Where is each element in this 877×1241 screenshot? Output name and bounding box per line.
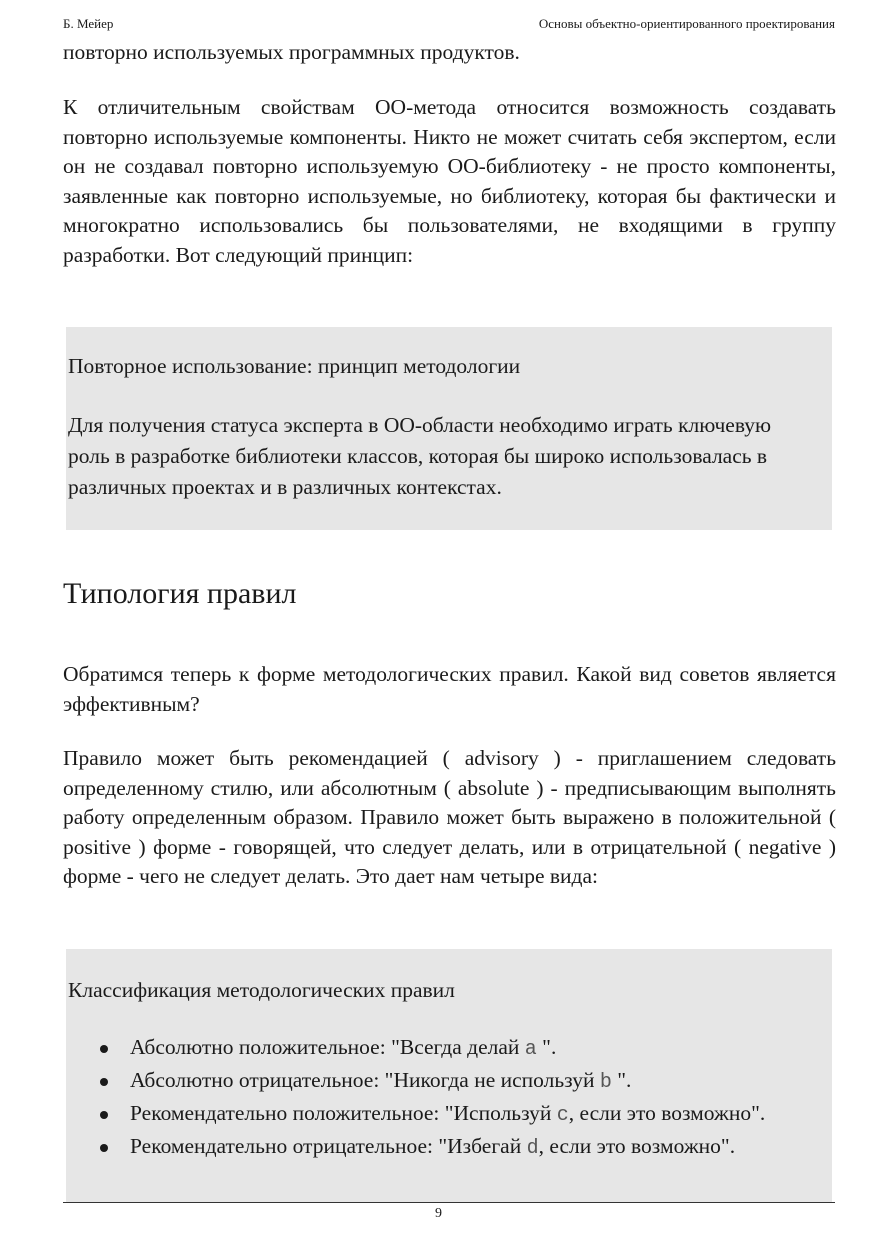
list-item: Абсолютно отрицательное: "Никогда не используй b ".	[66, 1065, 832, 1098]
principle-box	[66, 327, 832, 530]
principle-box-title: Повторное использование: принцип методологии	[68, 354, 521, 378]
bullet-icon	[100, 1144, 108, 1152]
header-author: Б. Мейер	[63, 16, 114, 31]
code-token: d	[526, 1137, 539, 1160]
code-token: a	[524, 1038, 537, 1061]
list-item: Рекомендательно отрицательное: "Избегай d, если это возможно".	[66, 1131, 832, 1164]
principle-box-text: Для получения статуса эксперта в ОО-области необходимо играть ключевую роль в разработке библиотеки классов, которая бы широко использовалась в различных проектах и в различных контекстах.	[68, 413, 772, 499]
intro-tail-text: повторно используемых программных продуктов.	[63, 40, 520, 64]
paragraph-rule-form: Обратимся теперь к форме методологических правил. Какой вид советов является эффективным?	[63, 662, 836, 716]
header-book-title: Основы объектно-ориентированного проектирования	[538, 16, 835, 31]
code-token: c	[556, 1104, 569, 1127]
bullet-icon	[100, 1078, 108, 1086]
bullet-icon	[100, 1111, 108, 1119]
bullet-icon	[100, 1045, 108, 1053]
paragraph-rule-kinds: Правило может быть рекомендацией ( advisory ) - приглашением следовать определенному стилю, или абсолютным ( absolute ) - предписывающим выполнять работу определенным образом. Правило может быть выражено в положительной ( positive ) форме - говорящей, что следует делать, или в отрицательной ( negative ) форме - чего не следует делать. Это дает нам четыре вида:	[63, 746, 836, 888]
classification-list	[66, 1032, 832, 1164]
page-number: 9	[435, 1206, 442, 1221]
page-header	[63, 16, 835, 34]
classification-box-title: Классификация методологических правил	[68, 978, 455, 1002]
list-item: Абсолютно положительное: "Всегда делай a ".	[66, 1032, 832, 1065]
section-heading: Типология правил	[63, 577, 297, 610]
list-item: Рекомендательно положительное: "Используй c, если это возможно".	[66, 1098, 832, 1131]
footer-divider	[63, 1202, 835, 1203]
code-token: b	[599, 1071, 612, 1094]
paragraph-reuse: К отличительным свойствам ОО-метода относится возможность создавать повторно используемые компоненты. Никто не может считать себя экспертом, если он не создавал повторно используемую ОО-библиотеку - не просто компоненты, заявленные как повторно используемые, но библиотеку, которая бы фактически и многократно использовались бы пользователями, не входящими в группу разработки. Вот следующий принцип:	[63, 95, 836, 267]
classification-box	[66, 949, 832, 1203]
